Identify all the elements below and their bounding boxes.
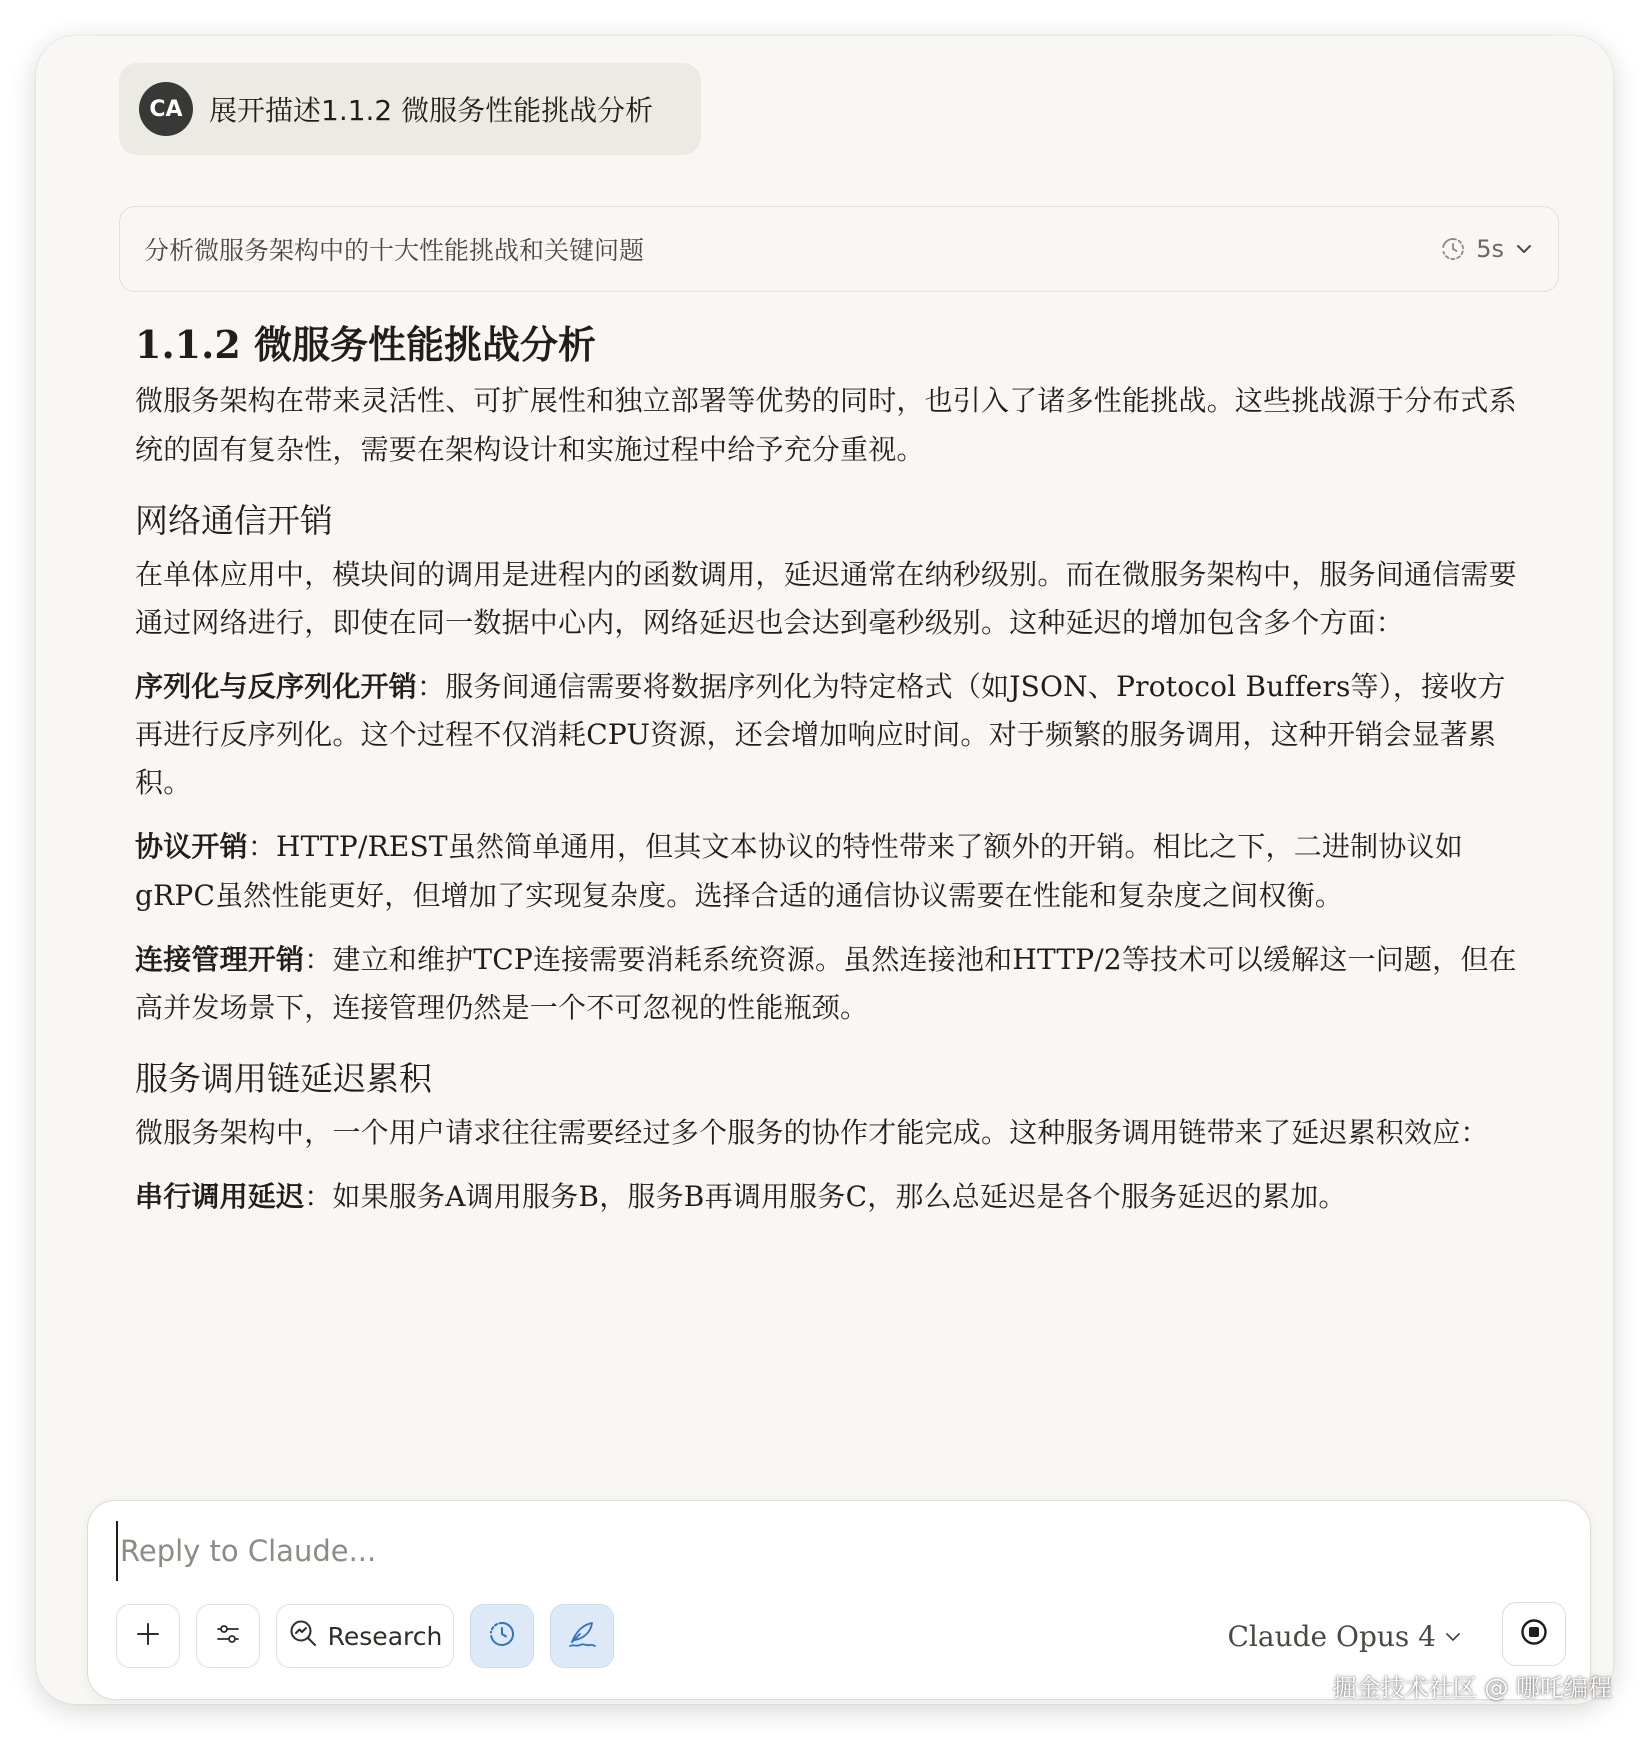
item-term: 序列化与反序列化开销 (135, 669, 418, 703)
model-name: Claude Opus 4 (1227, 1619, 1436, 1653)
research-label: Research (327, 1621, 443, 1651)
user-message (119, 63, 701, 155)
watermark: 掘金技术社区 @ 哪吒编程 (1332, 1674, 1612, 1702)
tools-settings-button[interactable] (196, 1604, 260, 1668)
clock-icon (487, 1619, 517, 1653)
list-item (135, 1173, 1525, 1221)
item-term: 连接管理开销 (135, 942, 305, 976)
chevron-down-icon (1514, 239, 1534, 259)
extended-thinking-toggle[interactable] (470, 1604, 534, 1668)
item-text: ：建立和维护TCP连接需要消耗系统资源。虽然连接池和HTTP/2等技术可以缓解这一问题，但在高并发场景下，连接管理仍然是一个不可忽视的性能瓶颈。 (135, 942, 1517, 1024)
intro-paragraph: 微服务架构在带来灵活性、可扩展性和独立部署等优势的同时，也引入了诸多性能挑战。这些挑战源于分布式系统的固有复杂性，需要在架构设计和实施过程中给予充分重视。 (135, 384, 1517, 466)
item-text: ：HTTP/REST虽然简单通用，但其文本协议的特性带来了额外的开销。相比之下，二进制协议如gRPC虽然性能更好，但增加了实现复杂度。选择合适的通信协议需要在性能和复杂度之间权衡。 (135, 830, 1463, 912)
add-attachment-button[interactable] (116, 1604, 180, 1668)
item-text: ：如果服务A调用服务B，服务B再调用服务C，那么总延迟是各个服务延迟的累加。 (304, 1180, 1347, 1214)
item-term: 串行调用延迟 (135, 1180, 305, 1214)
timer-icon (1440, 236, 1466, 262)
list-item (135, 823, 1525, 919)
section-heading-call-chain: 服务调用链延迟累积 (135, 1059, 432, 1098)
section-body-call-chain: 微服务架构中，一个用户请求往往需要经过多个服务的协作才能完成。这种服务调用链带来了延迟累积效应： (135, 1115, 1489, 1149)
list-item (135, 663, 1525, 807)
chat-window (36, 36, 1613, 1704)
model-selector[interactable] (1228, 1611, 1463, 1661)
chevron-down-icon (1444, 1620, 1462, 1653)
style-toggle[interactable] (550, 1604, 614, 1668)
research-icon (288, 1618, 318, 1654)
thinking-duration: 5s (1476, 235, 1504, 263)
thinking-summary-toggle[interactable] (119, 206, 1559, 292)
item-term: 协议开销 (135, 830, 248, 864)
section-heading-network: 网络通信开销 (135, 500, 333, 540)
thinking-meta (1440, 235, 1534, 263)
list-item (135, 936, 1525, 1032)
thinking-summary-text: 分析微服务架构中的十大性能挑战和关键问题 (144, 236, 645, 265)
reply-input[interactable] (116, 1521, 1316, 1581)
plus-icon (135, 1621, 161, 1651)
voice-record-button[interactable] (1502, 1602, 1566, 1666)
section-body-network: 在单体应用中，模块间的调用是进程内的函数调用，延迟通常在纳秒级别。而在微服务架构中，服务间通信需要通过网络进行，即使在同一数据中心内，网络延迟也会达到毫秒级别。这种延迟的增加包含多个方面： (135, 557, 1517, 639)
record-icon (1519, 1617, 1549, 1651)
user-message-text: 展开描述1.1.2 微服务性能挑战分析 (209, 94, 654, 127)
response-title: 1.1.2 微服务性能挑战分析 (135, 322, 597, 367)
sliders-icon (215, 1621, 241, 1651)
item-text: ：服务间通信需要将数据序列化为特定格式（如JSON、Protocol Buffers等），接收方再进行反序列化。这个过程不仅消耗CPU资源，还会增加响应时间。对于频繁的服务调用，这种开销会显著累积。 (135, 669, 1506, 800)
avatar: CA (139, 82, 193, 136)
assistant-response (135, 320, 1525, 1237)
research-button[interactable] (276, 1604, 454, 1668)
quill-icon (566, 1618, 598, 1654)
